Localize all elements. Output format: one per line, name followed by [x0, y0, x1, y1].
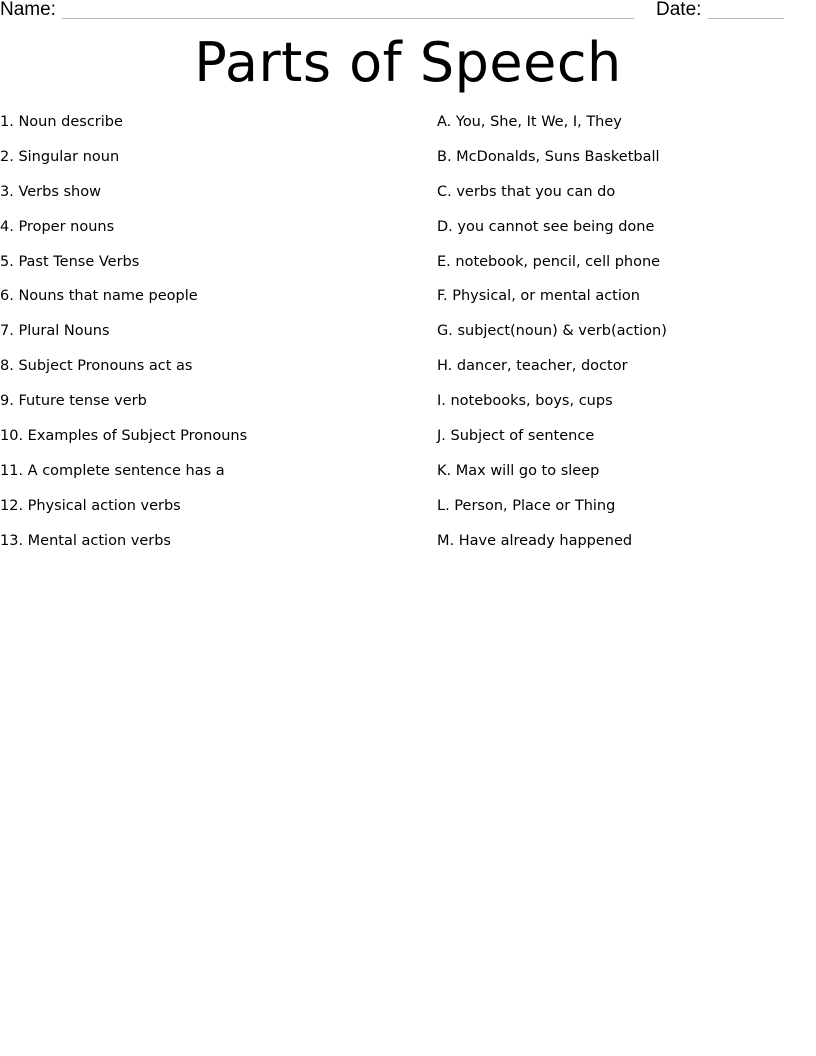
answer-item: F. Physical, or mental action: [437, 288, 640, 305]
name-label: Name:: [0, 0, 56, 20]
answer-list: [437, 110, 807, 564]
answer-item: J. Subject of sentence: [437, 428, 595, 445]
question-item: 10. Examples of Subject Pronouns: [0, 428, 248, 445]
answer-item: K. Max will go to sleep: [437, 462, 600, 479]
name-blank-line: [62, 18, 634, 19]
page-title: Parts of Speech: [194, 31, 622, 94]
date-label: Date:: [656, 0, 702, 20]
answer-item: E. notebook, pencil, cell phone: [437, 253, 661, 270]
question-item: 5. Past Tense Verbs: [0, 253, 140, 270]
answer-item: H. dancer, teacher, doctor: [437, 358, 628, 375]
question-item: 9. Future tense verb: [0, 393, 147, 410]
question-item: 3. Verbs show: [0, 183, 101, 200]
answer-item: I. notebooks, boys, cups: [437, 393, 613, 410]
answer-item: L. Person, Place or Thing: [437, 497, 616, 514]
question-item: 13. Mental action verbs: [0, 532, 171, 549]
answer-item: C. verbs that you can do: [437, 183, 616, 200]
date-blank-line: [708, 18, 784, 19]
question-item: 4. Proper nouns: [0, 218, 115, 235]
question-item: 6. Nouns that name people: [0, 288, 198, 305]
answer-item: B. McDonalds, Suns Basketball: [437, 148, 660, 165]
question-item: 2. Singular noun: [0, 148, 120, 165]
question-item: 1. Noun describe: [0, 114, 123, 130]
answer-item: G. subject(noun) & verb(action): [437, 323, 667, 340]
answer-item: M. Have already happened: [437, 532, 633, 549]
question-item: 11. A complete sentence has a: [0, 462, 225, 479]
question-list: [0, 110, 420, 564]
question-item: 12. Physical action verbs: [0, 497, 181, 514]
answer-item: D. you cannot see being done: [437, 218, 655, 235]
answer-item: A. You, She, It We, I, They: [437, 114, 622, 130]
question-item: 8. Subject Pronouns act as: [0, 358, 193, 375]
worksheet-header: [0, 0, 816, 24]
question-item: 7. Plural Nouns: [0, 323, 110, 340]
